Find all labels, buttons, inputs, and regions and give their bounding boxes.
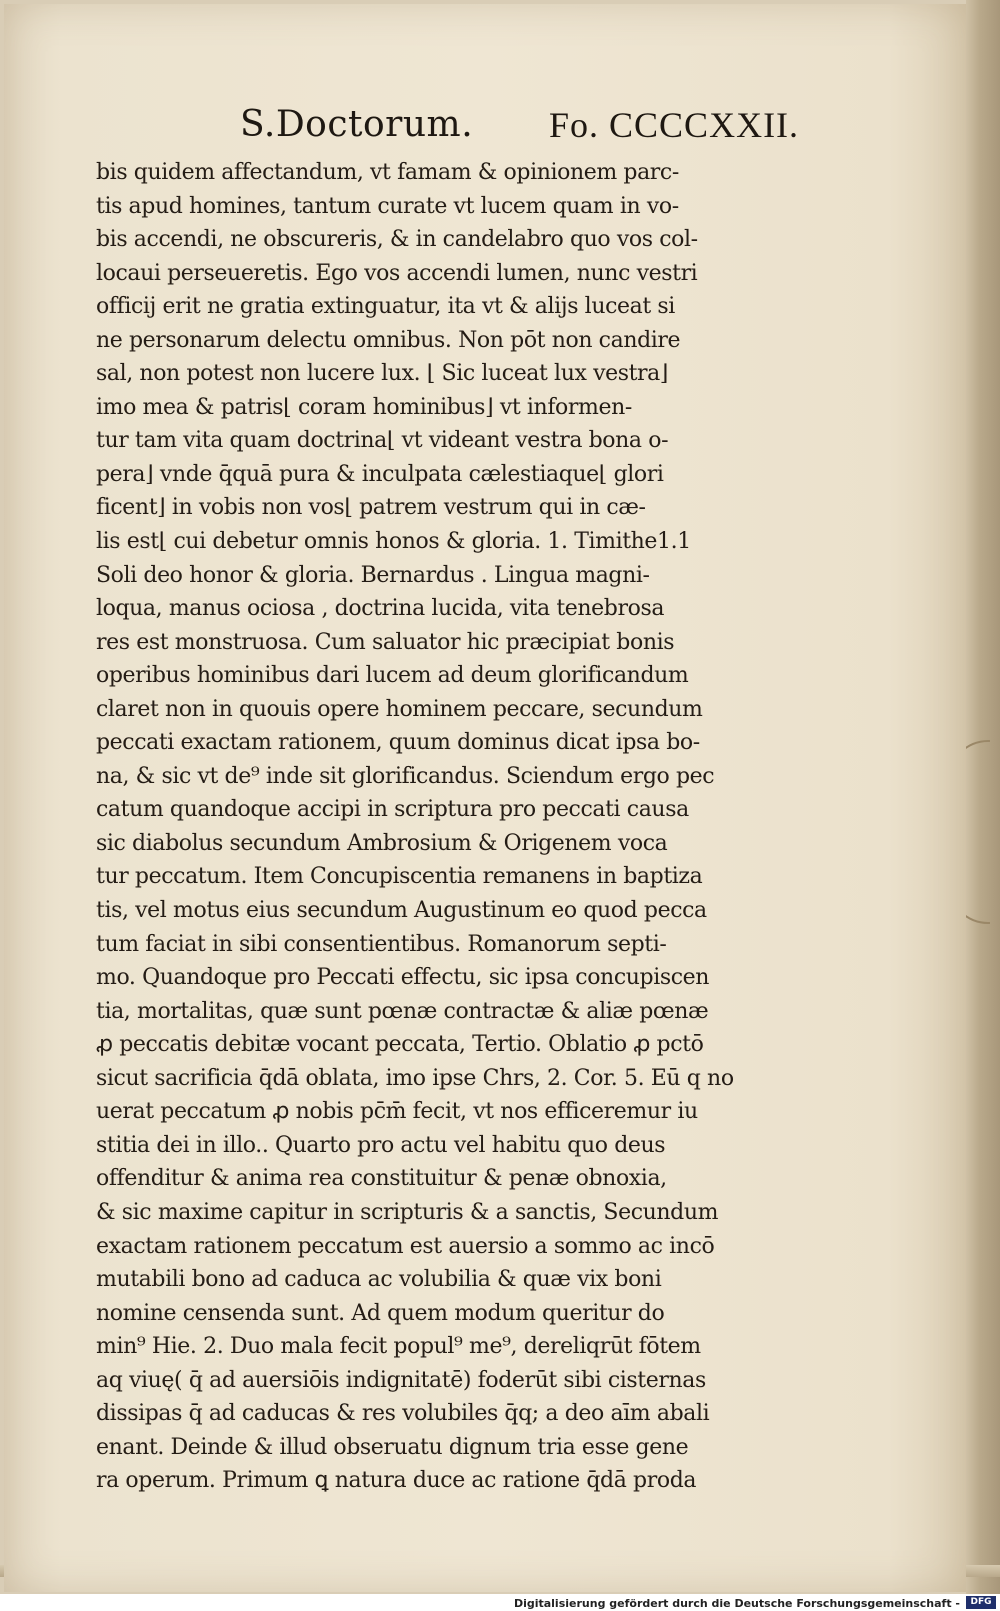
text-line: tur peccatum. Item Concupiscentia remanens in baptiza — [96, 864, 703, 890]
text-line: tis apud homines, tantum curate vt lucem quam in vo- — [96, 193, 679, 219]
digitization-footer — [0, 1594, 1000, 1611]
text-line: claret non in quouis opere hominem peccare, secundum — [96, 696, 703, 722]
text-line: locaui perseueretis. Ego vos accendi lumen, nunc vestri — [96, 260, 698, 286]
text-line: nomine censenda sunt. Ad quem modum queritur do — [96, 1300, 665, 1326]
text-line: min⁹ Hie. 2. Duo mala fecit popul⁹ me⁹, dereliqrūt fōtem — [96, 1334, 701, 1360]
text-line: ra operum. Primum ꝗ natura duce ac ratione q̄dā proda — [96, 1468, 697, 1494]
text-line: res est monstruosa. Cum saluator hic præcipiat bonis — [96, 629, 675, 655]
text-line: imo mea & patris⌊ coram hominibus⌋ vt informen- — [96, 394, 632, 420]
text-line: sal, non potest non lucere lux. ⌊ Sic luceat lux vestra⌋ — [96, 361, 669, 387]
running-head: S.Doctorum. — [240, 104, 474, 145]
text-line: bis quidem affectandum, vt famam & opinionem parc- — [96, 160, 679, 185]
text-line: pera⌋ vnde q̄quā pura & inculpata cælestiaque⌊ glori — [96, 461, 664, 487]
text-line: uerat peccatum ꝓ nobis pc̄m̄ fecit, vt nos efficeremur iu — [96, 1099, 698, 1125]
book-page — [4, 4, 966, 1592]
text-line: sic diabolus secundum Ambrosium & Origenem voca — [96, 830, 668, 856]
text-line: enant. Deinde & illud obseruatu dignum tria esse gene — [96, 1434, 689, 1460]
text-line: Soli deo honor & gloria. Bernardus . Lingua magni- — [96, 562, 650, 588]
text-line: mutabili bono ad caduca ac volubilia & quæ vix boni — [96, 1267, 662, 1293]
text-line: tum faciat in sibi consentientibus. Romanorum septi- — [96, 931, 667, 957]
text-line: offenditur & anima rea constituitur & penæ obnoxia, — [96, 1166, 667, 1192]
text-line: ficent⌋ in vobis non vos⌊ patrem vestrum qui in cæ- — [96, 495, 646, 521]
text-line: mo. Quandoque pro Peccati effectu, sic ipsa concupiscen — [96, 965, 710, 991]
text-line: officij erit ne gratia extinguatur, ita vt & alijs luceat si — [96, 294, 675, 320]
dfg-logo: DFG — [966, 1596, 996, 1609]
text-line: na, & sic vt de⁹ inde sit glorificandus. Sciendum ergo pec — [96, 763, 715, 789]
text-line: bis accendi, ne obscureris, & in candelabro quo vos col- — [96, 227, 698, 253]
text-line: & sic maxime capitur in scripturis & a sanctis, Secundum — [96, 1199, 719, 1225]
text-line: dissipas q̄ ad caducas & res volubiles q̄q; a deo aīm abali — [96, 1401, 710, 1427]
text-line: loqua, manus ociosa , doctrina lucida, vita tenebrosa — [96, 596, 665, 622]
funding-credit: Digitalisierung gefördert durch die Deutsche Forschungsgemeinschaft - — [513, 1597, 960, 1610]
text-line: sicut sacrificia q̄dā oblata, imo ipse Chrs, 2. Cor. 5. Eū q no — [96, 1065, 734, 1091]
text-line: exactam rationem peccatum est auersio a sommo ac incō — [96, 1233, 715, 1259]
text-line: lis est⌊ cui debetur omnis honos & gloria. 1. Timithe1.1 — [96, 529, 691, 555]
text-line: peccati exactam rationem, quum dominus dicat ipsa bo- — [96, 730, 700, 756]
folio-number: Fo. CCCCXXII. — [549, 105, 800, 145]
text-line: catum quandoque accipi in scriptura pro peccati causa — [96, 797, 689, 823]
text-line: tis, vel motus eius secundum Augustinum eo quod pecca — [96, 898, 707, 924]
text-line: aq viuę( q̄ ad auersiōis indignitatē) foderūt sibi cisternas — [96, 1367, 706, 1393]
text-line: stitia dei in illo.. Quarto pro actu vel habitu quo deus — [96, 1132, 666, 1158]
page-header — [4, 104, 966, 154]
text-line: tia, mortalitas, quæ sunt pœnæ contractæ & aliæ pœnæ — [96, 998, 709, 1024]
text-line: ꝓ peccatis debitæ vocant peccata, Tertio. Oblatio ꝓ pctō — [96, 1032, 704, 1058]
body-text — [96, 156, 786, 1498]
text-line: ne personarum delectu omnibus. Non pōt non candire — [96, 327, 681, 353]
text-line: tur tam vita quam doctrina⌊ vt videant vestra bona o- — [96, 428, 669, 454]
text-line: operibus hominibus dari lucem ad deum glorificandum — [96, 663, 689, 689]
